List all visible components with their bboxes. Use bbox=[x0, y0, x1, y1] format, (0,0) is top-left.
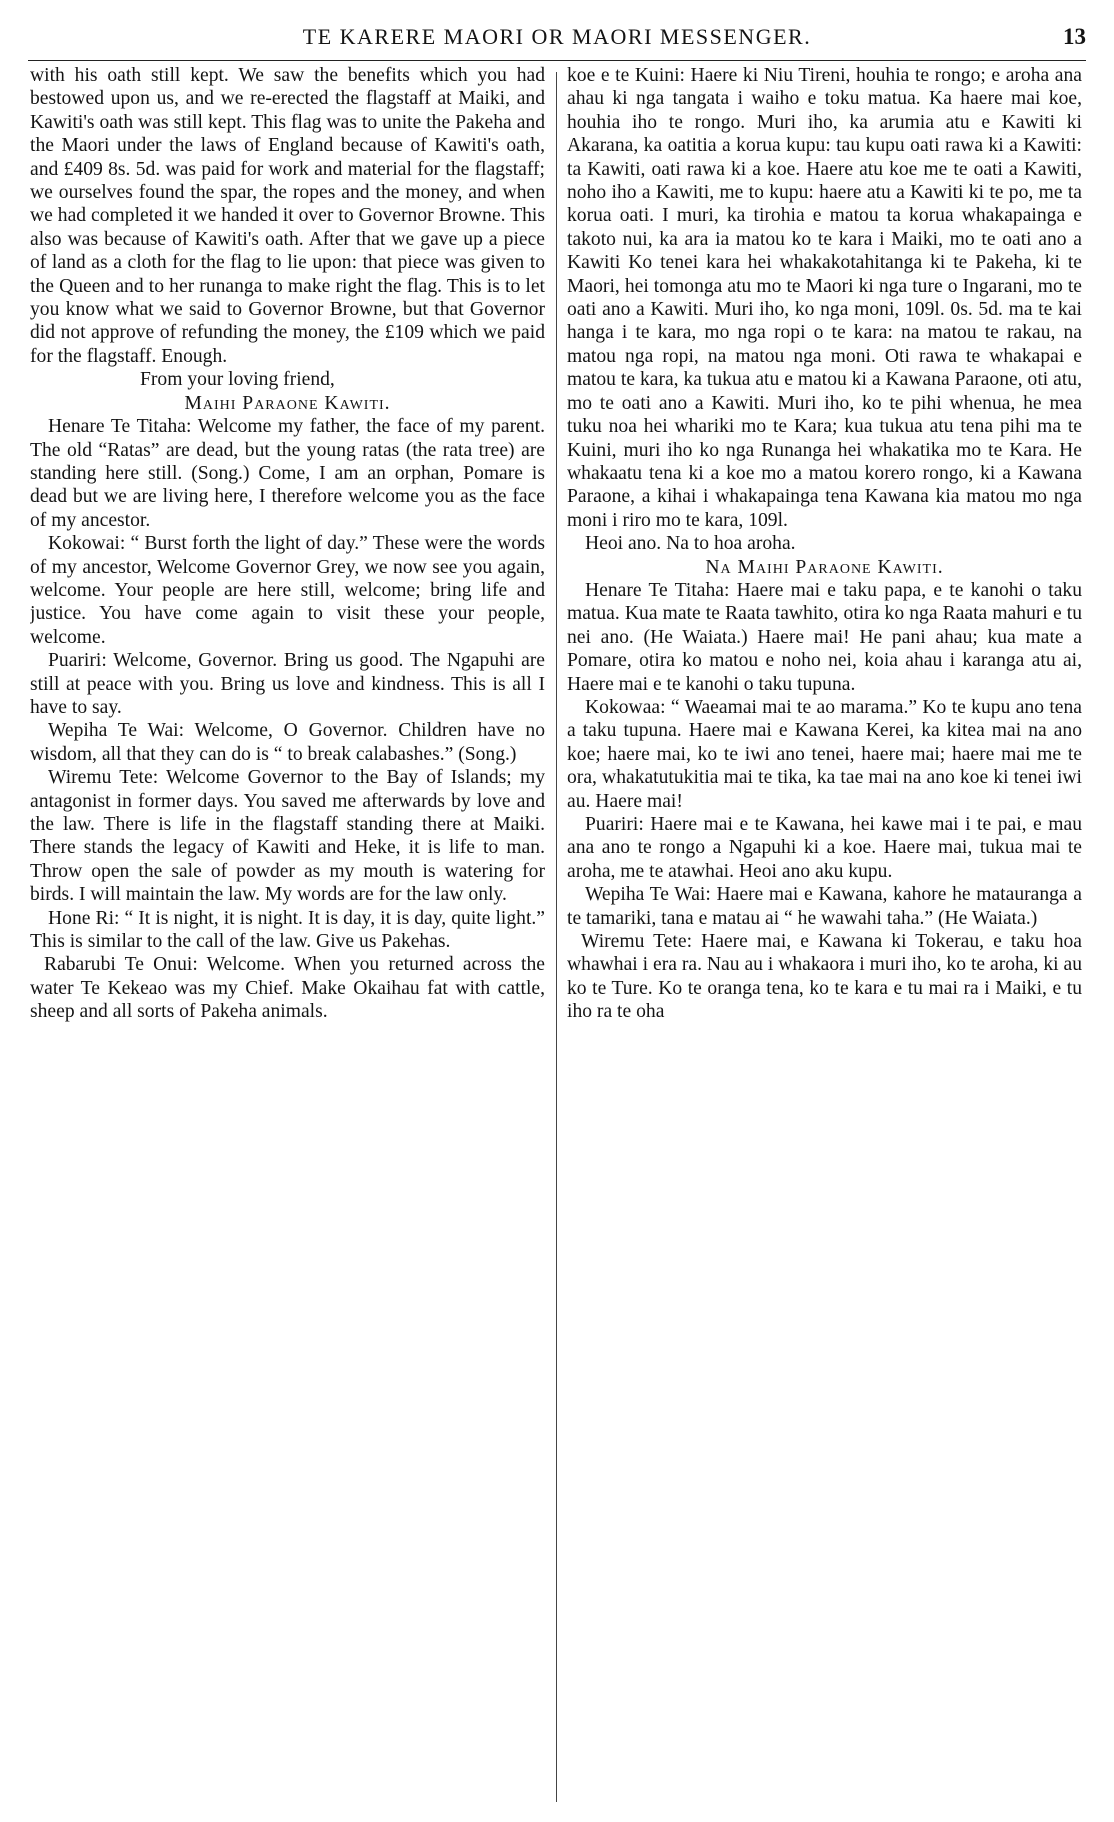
speech-puariri-mi: Puariri: Haere mai e te Kawana, hei kawe mai i te pai, e mau ana ano te rongo a Ngapuhi ki a koe. Haere mai, tukua mai te aroha, me te atawhai. Heoi ano aku kupu. bbox=[567, 814, 1082, 882]
letter-signature-mi: Na Maihi Paraone Kawiti. bbox=[705, 556, 944, 578]
english-column bbox=[30, 64, 545, 1816]
speech-henare-mi: Henare Te Titaha: Haere mai e taku papa, e te kanohi o taku matua. Kua mate te Raata tawhito, otira ko nga Raata mahuri e tu nei ano. (He Waiata.) Haere mai! He pani ahau; kua mate a Pomare, otira ko matou e noho nei, koia ahau i karanga atu ai, Haere mai e te kanohi o taku tupuna. bbox=[567, 579, 1082, 695]
speech-wiremu-mi: Wiremu Tete: Haere mai, e Kawana ki Tokerau, e taku hoa whawhai i era ra. Nau au i whakaora i muri iho, ko te aroha, ki au ko te Ture. Ko te oranga tena, ko te kara e tu mai ra i Maiki, e tu iho ra te oha bbox=[567, 931, 1082, 1023]
speech-puariri-en: Puariri: Welcome, Governor. Bring us good. The Ngapuhi are still at peace with you. Bring us love and kindness. This is all I have to say. bbox=[30, 650, 545, 718]
newspaper-title: TE KARERE MAORI OR MAORI MESSENGER. bbox=[302, 24, 812, 49]
page-number: 13 bbox=[1063, 24, 1086, 49]
letter-signature-en: Maihi Paraone Kawiti. bbox=[184, 392, 391, 414]
speech-rabarubi-en: Rabarubi Te Onui: Welcome. When you returned across the water Te Kekeao was my Chief. Make Okaihau fat with cattle, sheep and all sorts of Pakeha animals. bbox=[30, 954, 545, 1023]
speech-kokowai-en: Kokowai: “ Burst forth the light of day.” These were the words of my ancestor, Welcome Governor Grey, we now see you again, welcome. Your people are here still, welcome; bring life and justice. You have come again to visit these your people, welcome. bbox=[30, 533, 545, 648]
letter-closing-mi: Heoi ano. Na to hoa aroha. bbox=[585, 533, 796, 555]
page-header bbox=[28, 22, 1086, 54]
letter-continuation-en: with his oath still kept. We saw the benefits which you had bestowed upon us, and we re-erected the flagstaff at Maiki, and Kawiti's oath was still kept. This flag was to unite the Pakeha and the Maori under the laws of England because of Kawiti's oath, and £409 8s. 5d. was paid for work and material for the flagstaff; we ourselves found the spar, the ropes and the money, and when we had completed it we handed it over to Governor Browne. This also was because of Kawiti's oath. After that we gave up a piece of land as a cloth for the flag to lie upon: that piece was given to the Queen and to her runanga to make right the flag. This is to let you know what we said to Governor Browne, but that Governor did not approve of refunding the money, the £109 which we paid for the flagstaff. Enough. bbox=[30, 65, 545, 367]
speech-henare-en: Henare Te Titaha: Welcome my father, the face of my parent. The old “Ratas” are dead, but the young ratas (the rata tree) are standing here still. (Song.) Come, I am an orphan, Pomare is dead but we are living here, I therefore welcome you as the face of my ancestor. bbox=[30, 416, 545, 531]
letter-continuation-mi: koe e te Kuini: Haere ki Niu Tireni, houhia te rongo; e aroha ana ahau ki nga tangata i waiho e toku matua. Ka haere mai koe, houhia iho te rongo. Muri iho, ka arumia atu e Kawiti ki Akarana, ka oatitia a korua kupu: tau kupu oati rawa ki a Kawiti: ta Kawiti, oati rawa ki a koe. Haere atu koe me te oati a Kawiti, noho iho a Kawiti, me to kupu: haere atu a Kawiti ki te po, me ta korua oati. I muri, ka tirohia e matou ta korua whakapainga e takoto nui, ka ara ia matou ko te kara i Maiki, mo te oati ano a Kawiti Ko tenei kara hei whakakotahitanga ki te Pakeha, ki te Maori, hei tomonga atu mo te Maori ki nga ture o Ingarani, mo te oati ano a Kawiti. Muri iho, ko nga moni, 109l. 0s. 5d. ma te kai hanga i te kara, mo nga ropi o te kara: na matou te rakau, na matou nga ropi, na matou nga moni. Oti rawa te whakapai e matou te kara, ka tukua atu e matou ki a Kawana Paraone, oti atu, mo te oati ano a Kawiti. Muri iho, ko te pihi whenua, he mea tuku noa hei whariki mo te Kara; kua tukua atu tena pihi ma te Kuini, muri iho ko nga Runanga hei whakatika mo te Kara. He whakaatu tena ki a koe mo a matou korero rongo, ki a Kawana Paraone, a kihai i whakapainga tena Kawana kia matou mo nga moni i riro mo te kara, 109l. bbox=[567, 65, 1082, 531]
speech-wepiha-mi: Wepiha Te Wai: Haere mai e Kawana, kahore he matauranga a te tamariki, tana e matau ai “ he wawahi taha.” (He Waiata.) bbox=[567, 884, 1082, 929]
letter-closing-en: From your loving friend, bbox=[140, 369, 335, 391]
column-divider bbox=[556, 72, 557, 1802]
speech-wiremu-en: Wiremu Tete: Welcome Governor to the Bay of Islands; my antagonist in former days. You saved me afterwards by love and the law. There is life in the flagstaff standing there at Maiki. There stands the legacy of Kawiti and Heke, it is life to man. Throw open the sale of powder as my mouth is watering for birds. I will maintain the law. My words are for the law only. bbox=[30, 767, 545, 906]
header-rule bbox=[28, 60, 1086, 61]
maori-column bbox=[567, 64, 1082, 1816]
speech-kokowaa-mi: Kokowaa: “ Waeamai mai te ao marama.” Ko te kupu ano tena a taku tupuna. Haere mai e Kawana Kerei, ka kitea mai na ano koe; haere mai, ko te iwi ano tenei, haere mai; haere mai me te ora, whakatutukitia mai te tika, ka tae mai na ano koe ki tenei iwi au. Haere mai! bbox=[567, 696, 1082, 812]
speech-hone-en: Hone Ri: “ It is night, it is night. It is day, it is day, quite light.” This is similar to the call of the law. Give us Pakehas. bbox=[30, 907, 545, 953]
speech-wepiha-en: Wepiha Te Wai: Welcome, O Governor. Children have no wisdom, all that they can do is “ to break calabashes.” (Song.) bbox=[30, 720, 545, 765]
